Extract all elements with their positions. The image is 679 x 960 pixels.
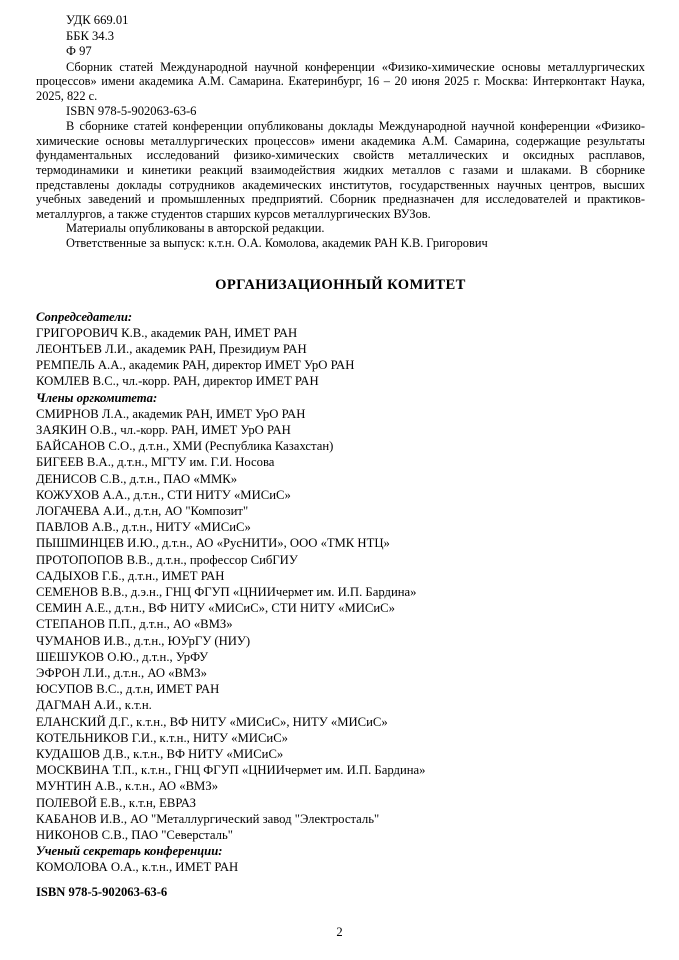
committee-member: ДЕНИСОВ С.В., д.т.н., ПАО «ММК» <box>36 471 238 486</box>
isbn-top: ISBN 978-5-902063-63-6 <box>66 103 197 118</box>
committee-section-header: Члены оргкомитета: <box>36 390 158 405</box>
udc-code: УДК 669.01 <box>66 13 129 27</box>
committee-member: ПРОТОПОПОВ В.В., д.т.н., профессор СибГИУ <box>36 552 298 567</box>
committee-member: КОЖУХОВ А.А., д.т.н., СТИ НИТУ «МИСиС» <box>36 487 291 502</box>
imprint-block <box>36 13 645 251</box>
committee-section-header: Сопредседатели: <box>36 309 133 324</box>
committee-member: МУНТИН А.В., к.т.н., АО «ВМЗ» <box>36 779 219 794</box>
committee-member: СЕМИН А.Е., д.т.н., ВФ НИТУ «МИСиС», СТИ НИТУ «МИСиС» <box>36 601 395 616</box>
committee-member: ЭФРОН Л.И., д.т.н., АО «ВМЗ» <box>36 665 207 680</box>
committee-member: ШЕШУКОВ О.Ю., д.т.н., УрФУ <box>36 649 209 664</box>
committee-member: СТЕПАНОВ П.П., д.т.н., АО «ВМЗ» <box>36 617 233 632</box>
committee-member: СЕМЕНОВ В.В., д.э.н., ГНЦ ФГУП «ЦНИИчермет им. И.П. Бардина» <box>36 584 417 599</box>
committee-member: БАЙСАНОВ С.О., д.т.н., ХМИ (Республика Казахстан) <box>36 439 334 454</box>
committee-member: ЮСУПОВ В.С., д.т.н, ИМЕТ РАН <box>36 682 220 697</box>
committee-member: БИГЕЕВ В.А., д.т.н., МГТУ им. Г.И. Носова <box>36 455 275 470</box>
committee-member: ДАГМАН А.И., к.т.н. <box>36 698 152 713</box>
committee-member: КОМЛЕВ В.С., чл.-корр. РАН, директор ИМЕТ РАН <box>36 374 319 389</box>
responsible-line: Ответственные за выпуск: к.т.н. О.А. Комолова, академик РАН К.В. Григорович <box>66 235 488 250</box>
page-number: 2 <box>336 925 343 939</box>
committee-member: САДЫХОВ Г.Б., д.т.н., ИМЕТ РАН <box>36 568 225 583</box>
committee-section-header: Ученый секретарь конференции: <box>36 844 223 859</box>
committee-member: КОТЕЛЬНИКОВ Г.И., к.т.н., НИТУ «МИСиС» <box>36 730 289 745</box>
bbk-code: ББК 34.3 <box>66 28 115 43</box>
edition-description: Сборник статей Международной научной конференции «Физико-химические основы металлургических процессов» имени академика А.М. Самарина. Екатеринбург, 16 – 20 июня 2025 г. Москва: Интерконтакт Наука, 2025, 822 с. <box>36 59 645 103</box>
committee-member: ЧУМАНОВ И.В., д.т.н., ЮУрГУ (НИУ) <box>36 633 251 648</box>
committee-member: ПОЛЕВОЙ Е.В., к.т.н, ЕВРАЗ <box>36 795 196 810</box>
isbn-bottom: ISBN 978-5-902063-63-6 <box>36 885 168 899</box>
committee-member: СМИРНОВ Л.А., академик РАН, ИМЕТ УрО РАН <box>36 406 306 421</box>
committee-member: ПЫШМИНЦЕВ И.Ю., д.т.н., АО «РусНИТИ», ООО «ТМК НТЦ» <box>36 536 390 551</box>
committee-sections <box>36 309 645 876</box>
committee-member: МОСКВИНА Т.П., к.т.н., ГНЦ ФГУП «ЦНИИчермет им. И.П. Бардина» <box>36 763 426 778</box>
committee-member: ЛЕОНТЬЕВ Л.И., академик РАН, Президиум РАН <box>36 341 307 356</box>
committee-member: НИКОНОВ С.В., ПАО "Северсталь" <box>36 828 233 842</box>
materials-note: Материалы опубликованы в авторской редакции. <box>66 221 325 236</box>
committee-member: РЕМПЕЛЬ А.А., академик РАН, директор ИМЕТ УрО РАН <box>36 358 355 373</box>
committee-title: ОРГАНИЗАЦИОННЫЙ КОМИТЕТ <box>215 276 466 293</box>
classification-code: Ф 97 <box>66 44 92 59</box>
committee-member: КОМОЛОВА О.А., к.т.н., ИМЕТ РАН <box>36 860 239 875</box>
committee-member: ЕЛАНСКИЙ Д.Г., к.т.н., ВФ НИТУ «МИСиС», НИТУ «МИСиС» <box>36 714 388 729</box>
committee-member: КУДАШОВ Д.В., к.т.н., ВФ НИТУ «МИСиС» <box>36 746 284 761</box>
committee-member: ПАВЛОВ А.В., д.т.н., НИТУ «МИСиС» <box>36 520 251 535</box>
abstract-paragraph: В сборнике статей конференции опубликованы доклады Международной научной конференции «Физико-химические основы металлургических процессов» имени академика А.М. Самарина, содержащие результаты фундаментальных исследований физико-химических свойств металлических и оксидных расплавов, термодинамики и кинетики реакций взаимодействия жидких металлов с газами и шлаками. В сборнике представлены доклады сотрудников академических институтов, государственных научных центров, высших учебных заведений и промышленных предприятий. Сборник предназначен для исследователей и практиков-металлургов, а также студентов старших курсов металлургических ВУЗов. <box>36 119 645 221</box>
committee-member: ГРИГОРОВИЧ К.В., академик РАН, ИМЕТ РАН <box>36 325 298 340</box>
committee-member: ЛОГАЧЕВА А.И., д.т.н, АО "Композит" <box>36 503 249 518</box>
committee-member: ЗАЯКИН О.В., чл.-корр. РАН, ИМЕТ УрО РАН <box>36 422 291 437</box>
committee-member: КАБАНОВ И.В., АО "Металлургический завод "Электросталь" <box>36 811 380 826</box>
